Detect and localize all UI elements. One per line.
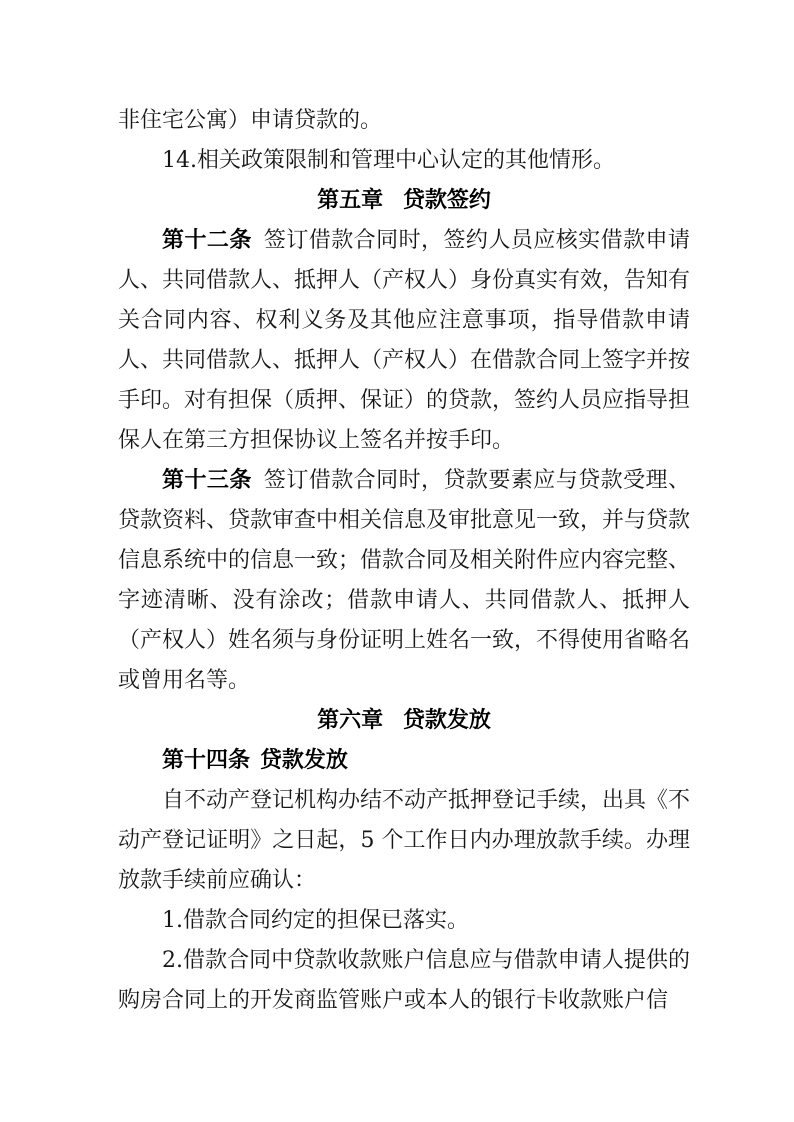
chapter-6-heading	[118, 701, 690, 741]
article-12-body: 签订借款合同时，签约人员应核实借款申请人、共同借款人、抵押人（产权人）身份真实有效，告知有关合同内容、权利义务及其他应注意事项，指导借款申请人、共同借款人、抵押人（产权人）在借款合同上签字并按手印。对有担保（质押、保证）的贷款，签约人员应指导担保人在第三方担保协议上签名并按手印。	[118, 228, 691, 453]
article-14-heading	[118, 741, 690, 781]
paragraph-continuation: 非住宅公寓）申请贷款的。	[118, 108, 383, 133]
article-14-label: 第十四条	[162, 748, 251, 773]
chapter-5-number: 第五章	[317, 188, 384, 213]
list-item-14: 14.相关政策限制和管理中心认定的其他情形。	[162, 148, 615, 173]
article-14-item-2: 2.借款合同中贷款收款账户信息应与借款申请人提供的购房合同上的开发商监管账户或本人的银行卡收款账户信	[118, 948, 690, 1013]
article-12-paragraph	[118, 221, 690, 461]
chapter-6-number: 第六章	[317, 708, 384, 733]
chapter-5-heading	[118, 181, 690, 221]
chapter-5-title: 贷款签约	[402, 188, 491, 213]
chapter-6-title: 贷款发放	[402, 708, 491, 733]
article-13-label: 第十三条	[162, 468, 252, 493]
article-14-title: 贷款发放	[259, 748, 348, 773]
article-12-label: 第十二条	[162, 228, 252, 253]
article-14-item-1: 1.借款合同约定的担保已落实。	[162, 908, 469, 933]
article-13-body: 签订借款合同时，贷款要素应与贷款受理、贷款资料、贷款审查中相关信息及审批意见一致，并与贷款信息系统中的信息一致；借款合同及相关附件应内容完整、字迹清晰、没有涂改；借款申请人、共同借款人、抵押人（产权人）姓名须与身份证明上姓名一致，不得使用省略名或曾用名等。	[118, 468, 691, 693]
article-14-paragraph: 自不动产登记机构办结不动产抵押登记手续，出具《不动产登记证明》之日起，5 个工作日内办理放款手续。办理放款手续前应确认：	[118, 788, 691, 893]
article-13-paragraph	[118, 461, 690, 701]
